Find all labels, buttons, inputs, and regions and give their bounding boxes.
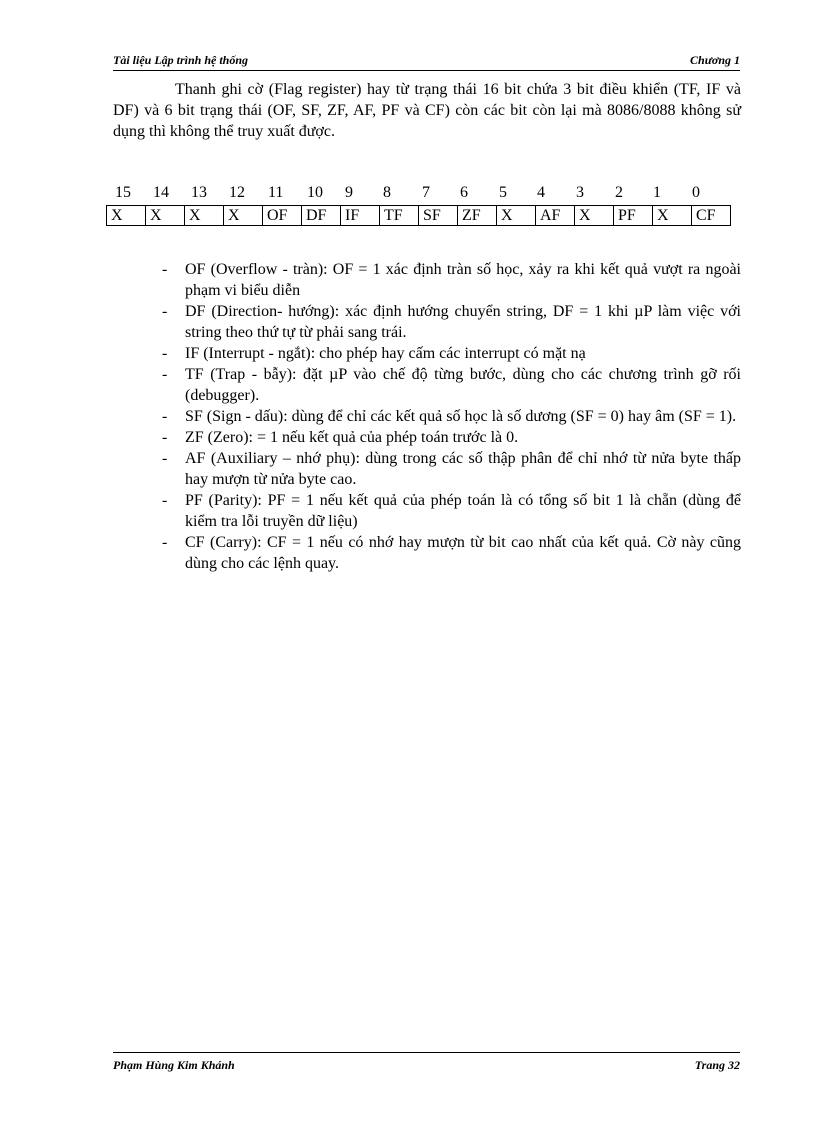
bit-index: 15 <box>115 184 131 201</box>
bit-index: 3 <box>576 184 584 201</box>
page-number: Trang 32 <box>694 1058 740 1072</box>
flag-cell: X <box>185 206 224 226</box>
document-title: Tài liệu Lập trình hệ thống <box>113 53 249 67</box>
chapter-label: Chương 1 <box>690 53 740 67</box>
flag-description-list <box>162 259 741 574</box>
bit-index: 0 <box>692 184 700 201</box>
list-dash: - <box>162 261 168 278</box>
list-dash: - <box>162 408 168 425</box>
bit-index: 2 <box>615 184 623 201</box>
flag-description: CF (Carry): CF = 1 nếu có nhớ hay mượn từ bit cao nhất của kết quả. Cờ này cũng dùng cho các lệnh quay. <box>185 534 741 572</box>
bit-index-row <box>106 184 726 204</box>
flag-description: TF (Trap - bẫy): đặt µP vào chế độ từng bước, dùng cho các chương trình gỡ rối (debugger). <box>185 366 741 404</box>
flag-cell: X <box>224 206 263 226</box>
flag-cell: PF <box>614 206 653 226</box>
list-dash: - <box>162 366 168 383</box>
flag-cell: ZF <box>458 206 497 226</box>
bit-index: 11 <box>268 184 284 201</box>
flag-description: SF (Sign - dấu): dùng để chỉ các kết quả số học là số dương (SF = 0) hay âm (SF = 1). <box>185 408 737 425</box>
bit-index: 4 <box>537 184 545 201</box>
flag-cell: DF <box>302 206 341 226</box>
flag-description: IF (Interrupt - ngắt): cho phép hay cấm các interrupt có mặt nạ <box>185 345 586 362</box>
flag-cell: X <box>497 206 536 226</box>
flag-description: ZF (Zero): = 1 nếu kết quả của phép toán trước là 0. <box>185 429 519 446</box>
author-name: Phạm Hùng Kim Khánh <box>113 1058 235 1072</box>
flag-cell: AF <box>536 206 575 226</box>
list-dash: - <box>162 450 168 467</box>
page-footer <box>113 1052 740 1071</box>
flag-cell: OF <box>263 206 302 226</box>
bit-index: 6 <box>460 184 468 201</box>
flag-register-row <box>107 206 731 226</box>
list-item <box>162 364 741 406</box>
flag-register-table <box>106 205 731 226</box>
list-item <box>162 301 741 343</box>
bit-index: 5 <box>499 184 507 201</box>
list-item <box>162 406 741 427</box>
flag-description: OF (Overflow - tràn): OF = 1 xác định tràn số học, xảy ra khi kết quả vượt ra ngoài phạm vi biểu diễn <box>185 261 741 299</box>
bit-index: 7 <box>422 184 430 201</box>
flag-description: AF (Auxiliary – nhớ phụ): dùng trong các số thập phân để chỉ nhớ từ nửa byte thấp hay mượn từ nửa byte cao. <box>185 450 741 488</box>
intro-paragraph: Thanh ghi cờ (Flag register) hay từ trạng thái 16 bit chứa 3 bit điều khiển (TF, IF và DF) và 6 bit trạng thái (OF, SF, ZF, AF, PF và CF) còn các bit còn lại mà 8086/8088 không sử dụng thì không thể truy xuất được. <box>113 81 741 140</box>
bit-index: 12 <box>229 184 245 201</box>
list-item <box>162 343 741 364</box>
list-item <box>162 427 741 448</box>
flag-description: DF (Direction- hướng): xác định hướng chuyển string, DF = 1 khi µP làm việc với string theo thứ tự từ phải sang trái. <box>185 303 741 341</box>
flag-cell: X <box>575 206 614 226</box>
list-item <box>162 532 741 574</box>
bit-index: 10 <box>307 184 323 201</box>
page-header <box>113 53 740 71</box>
list-item <box>162 490 741 532</box>
list-item <box>162 259 741 301</box>
list-item <box>162 448 741 490</box>
flag-description: PF (Parity): PF = 1 nếu kết quả của phép toán là có tổng số bit 1 là chẵn (dùng để kiểm tra lỗi truyền dữ liệu) <box>185 492 741 530</box>
bit-index: 14 <box>153 184 169 201</box>
bit-index: 8 <box>383 184 391 201</box>
flag-cell: IF <box>341 206 380 226</box>
bit-index: 1 <box>653 184 661 201</box>
flag-cell: CF <box>692 206 731 226</box>
flag-cell: X <box>146 206 185 226</box>
bit-index: 9 <box>345 184 353 201</box>
flag-cell: TF <box>380 206 419 226</box>
list-dash: - <box>162 492 168 509</box>
list-dash: - <box>162 303 168 320</box>
flag-cell: SF <box>419 206 458 226</box>
list-dash: - <box>162 534 168 551</box>
list-dash: - <box>162 345 168 362</box>
bit-index: 13 <box>191 184 207 201</box>
flag-cell: X <box>107 206 146 226</box>
flag-cell: X <box>653 206 692 226</box>
list-dash: - <box>162 429 168 446</box>
